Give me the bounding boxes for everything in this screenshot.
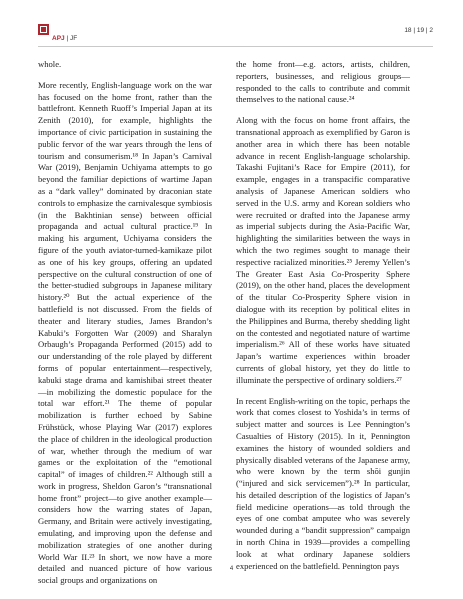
paragraph: Along with the focus on home front affairs, the transnational approach as exemplified by Garon is another area in which there has been notable advance in recent English-language scholarship. Takashi Fujitani’s Race for Empire (2011), for example, engages in a transpacific comparative analysis of Japanese American soldiers who served in the U.S. army and Korean soldiers who were recruited or drafted into the Japanese army as imperial subjects during the Asia-Pacific War, highlighting the similarities between the ways in which the two regimes sought to manage their respective racialized minorities.²⁵ Jeremy Yellen’s The Greater East Asia Co-Prosperity Sphere (2019), on the other hand, places the development of the titular Co-Prosperity Sphere vision in dialogue with its reception by political elites in the Philippines and Burma, thereby shedding light on the contested and negotiated nature of wartime imperialism.²⁶ All of these works have situated Japan’s wartime experiences within broader currents of global history, yet they do little to illuminate the perspective of ordinary soldiers.²⁷ [236,115,410,385]
journal-label: APJ | JF [52,35,78,42]
paragraph: whole. [38,59,62,69]
right-column [236,59,410,581]
page-number: 4 [229,566,234,572]
paragraph: In recent English-writing on the topic, perhaps the work that comes closest to Yoshida’s in terms of subject matter and sources is Lee Pennington’s Casualties of History (2015). In it, Pennington examines the history of wounded soldiers and physically disabled veterans of the Japanese army, who were known by the term shōi gunjin (“injured and sick servicemen”).²⁸ In particular, his detailed description of the logistics of Japan’s field medicine operations—as told through the eyes of one combat amputee who was severely wounded during a “bandit suppression” campaign in north China in 1939—provides a compelling look at what ordinary Japanese soldiers experienced on the battlefield. Pennington pays [236,395,410,571]
left-column [38,59,212,596]
section-abbrev: JF [69,35,78,42]
issue-label: 18 | 19 | 2 [404,27,433,34]
journal-abbrev: APJ [52,35,65,42]
journal-logo-icon [38,24,49,35]
page-header [38,24,433,47]
paragraph: the home front—e.g. actors, artists, children, reporters, businesses, and religious groups—responded to the calls to contribute and commit themselves to the national cause.²⁴ [236,59,410,105]
paragraph: More recently, English-language work on the war has focused on the home front, rather than the battlefront. Kenneth Ruoff’s Imperial Japan at its Zenith (2010), for example, highlights the importance of civic participation in sustaining the public fervor of the war years through the lens of tourism and consumerism.¹⁸ In Japan’s Carnival War (2019), Benjamin Uchiyama attempts to go beyond the familiar depictions of wartime Japan as a “dark valley” dominated by draconian state controls to emphasize the carnivalesque symbiosis (in the Bakhtinian sense) between official propaganda and actual cultural practice.¹⁹ In making his argument, Uchiyama considers the figure of the youth aviator-turned-kamikaze pilot as one of his key groups, offering an updated perspective on the cultural construction of one of the better-studied subgroups in Japanese military history.²⁰ But the actual experience of the battlefield is not discussed. From the fields of theater and literary studies, James Brandon’s Kabuki’s Forgotten War (2009) and Sharalyn Orbaugh’s Propaganda Performed (2015) add to our understanding of the role played by different forms of popular entertainment—respectively, kabuki stage drama and kamishibai street theater—in mobilizing the domestic populace for the total war effort.²¹ The theme of popular mobilization is further echoed by Sabine Frühstück, whose Playing War (2017) explores the place of children in the ideological production of war, whether through the medium of war games or the exploitation of the “emotional capital” of images of children.²² Although still a work in progress, Sheldon Garon’s “transnational home front” project—to give another example—considers how the warring states of Japan, Germany, and Britain were actively investigating, emulating, and improving upon the defense and mobilization strategies of one another during World War II.²³ In short, we now have a more detailed and nuanced picture of how various social groups and organizations on [38,79,212,586]
